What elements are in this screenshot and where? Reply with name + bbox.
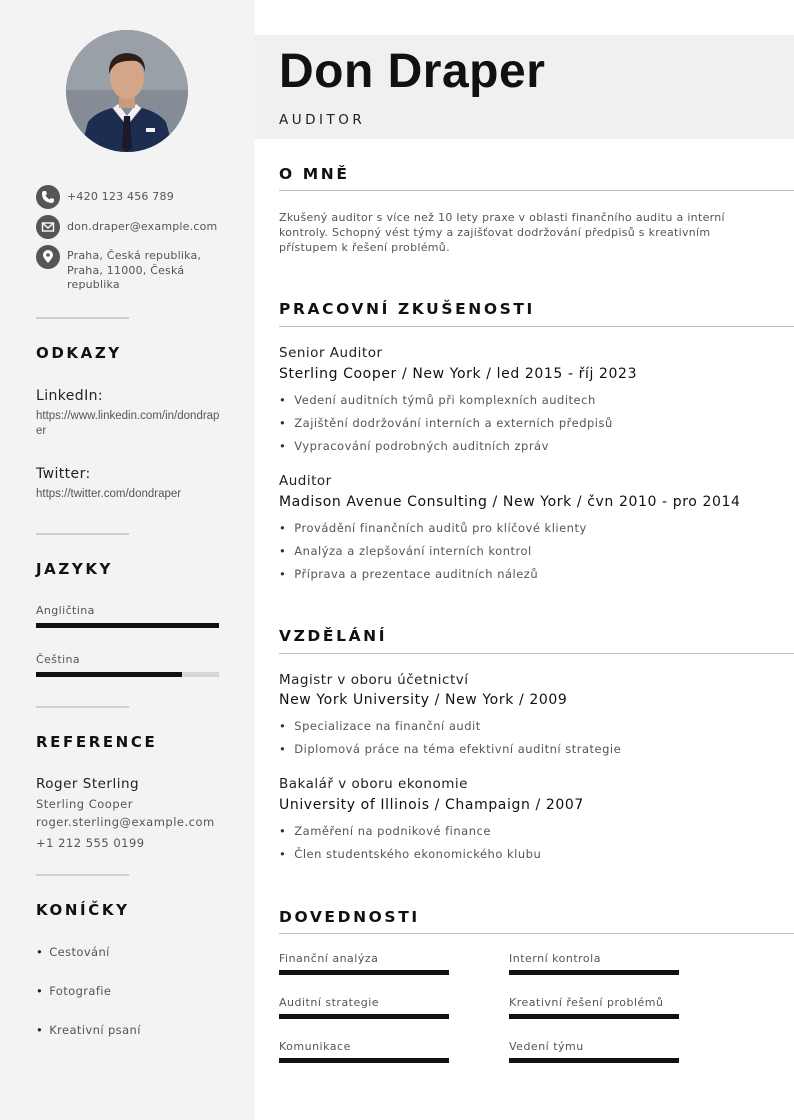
language-level-bar [36,672,219,677]
experience-heading: PRACOVNÍ ZKUŠENOSTI [279,300,535,318]
person-role: AUDITOR [279,112,366,128]
skill-level-bar [279,970,449,975]
skills-heading: DOVEDNOSTI [279,908,420,926]
profile-photo [66,30,188,152]
skill-name: Vedení týmu [509,1040,584,1053]
section-rule [279,190,794,191]
skill-level-bar [509,970,679,975]
education-heading: VZDĚLÁNÍ [279,627,388,645]
linkedin-label: LinkedIn: [36,388,103,404]
hobby-item: • Cestování [36,945,110,959]
links-heading: ODKAZY [36,344,122,362]
skill-level-bar [509,1058,679,1063]
email-text: don.draper@example.com [67,220,218,233]
education-bullet: • Zaměření na podnikové finance [279,824,491,838]
skill-level-fill [279,970,449,975]
hobbies-heading: KONÍČKY [36,901,130,919]
phone-icon [36,185,60,209]
job-bullet: • Vedení auditních týmů při komplexních auditech [279,393,596,407]
skill-level-fill [509,1014,679,1019]
language-name: Čeština [36,653,81,666]
job-meta: Madison Avenue Consulting / New York / čvn 2010 - pro 2014 [279,494,741,510]
contact-address [36,245,217,293]
contact-phone [36,185,217,209]
divider [36,706,129,708]
contact-email [36,215,217,239]
twitter-link[interactable]: https://twitter.com/dondraper [36,488,182,500]
skill-name: Finanční analýza [279,952,379,965]
education-bullet: • Člen studentského ekonomického klubu [279,847,542,861]
job-bullet: • Příprava a prezentace auditních nálezů [279,567,539,581]
references-heading: REFERENCE [36,733,158,751]
reference-phone: +1 212 555 0199 [36,836,145,850]
education-degree: Magistr v oboru účetnictví [279,672,469,688]
phone-text: +420 123 456 789 [67,190,174,203]
hobby-item: • Fotografie [36,984,112,998]
job-title: Senior Auditor [279,345,383,361]
reference-email: roger.sterling@example.com [36,815,215,829]
section-rule [279,326,794,327]
skill-level-bar [279,1058,449,1063]
education-bullet: • Diplomová práce na téma efektivní auditní strategie [279,742,622,756]
job-title: Auditor [279,473,332,489]
job-bullet: • Analýza a zlepšování interních kontrol [279,544,532,558]
skill-name: Kreativní řešení problémů [509,996,664,1009]
skill-level-bar [509,1014,679,1019]
twitter-label: Twitter: [36,466,91,482]
languages-heading: JAZYKY [36,560,114,578]
skill-level-bar [279,1014,449,1019]
job-bullet: • Provádění finančních auditů pro klíčové klienty [279,521,587,535]
education-meta: New York University / New York / 2009 [279,692,568,708]
reference-name: Roger Sterling [36,776,140,792]
linkedin-link[interactable]: https://www.linkedin.com/in/dondraper [36,410,220,437]
skill-name: Komunikace [279,1040,351,1053]
language-level-bar [36,623,219,628]
divider [36,874,129,876]
language-level-fill [36,672,182,677]
reference-company: Sterling Cooper [36,797,133,811]
job-meta: Sterling Cooper / New York / led 2015 - říj 2023 [279,366,638,382]
about-text: Zkušený auditor s více než 10 lety praxe v oblasti finančního auditu a interní kontroly. Schopný vést týmy a zajišťovat dodržování předpisů s kreativním přístupem k řešení problémů. [279,211,725,254]
skill-name: Interní kontrola [509,952,601,965]
education-meta: University of Illinois / Champaign / 2007 [279,797,584,813]
section-rule [279,933,794,934]
sidebar [0,0,255,1120]
location-pin-icon [36,245,60,269]
skill-name: Auditní strategie [279,996,380,1009]
skill-level-fill [279,1058,449,1063]
job-bullet: • Zajištění dodržování interních a externích předpisů [279,416,613,430]
section-rule [279,653,794,654]
mail-icon [36,215,60,239]
education-bullet: • Specializace na finanční audit [279,719,481,733]
divider [36,533,129,535]
language-name: Angličtina [36,604,95,617]
skill-level-fill [279,1014,449,1019]
address-text: Praha, Česká republika, Praha, 11000, Česká republika [67,249,202,291]
skill-level-fill [509,970,679,975]
education-degree: Bakalář v oboru ekonomie [279,776,468,792]
skill-level-fill [509,1058,679,1063]
language-level-fill [36,623,219,628]
hobby-item: • Kreativní psaní [36,1023,141,1037]
person-name: Don Draper [279,45,546,98]
job-bullet: • Vypracování podrobných auditních zpráv [279,439,549,453]
divider [36,317,129,319]
about-heading: O MNĚ [279,165,350,183]
